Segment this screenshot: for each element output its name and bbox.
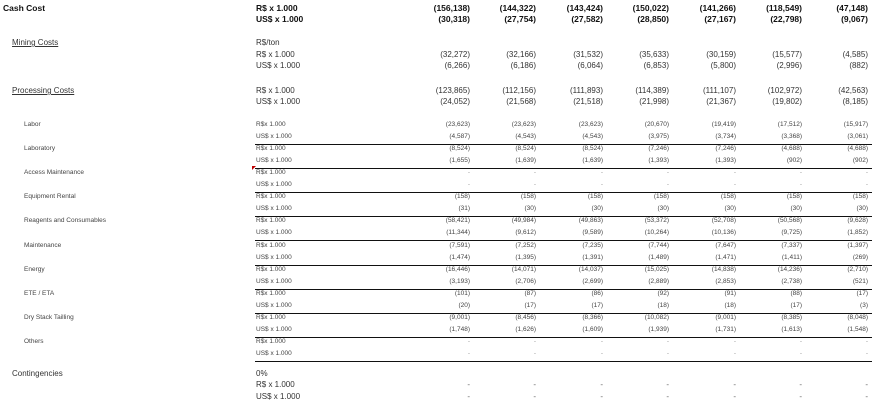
value-cell: (8,185)	[842, 97, 868, 106]
value-cell: (21,998)	[639, 97, 669, 106]
value-cell: -	[865, 337, 868, 345]
value-cell: (17)	[790, 301, 802, 309]
value-cell: (87)	[524, 289, 536, 297]
value-cell: (10,264)	[644, 229, 669, 237]
value-cell: (9,589)	[582, 229, 603, 237]
value-cell: -	[533, 349, 536, 357]
unit-label: R$ x 1.000	[256, 86, 295, 95]
value-cell: -	[600, 380, 603, 389]
detail-row-2	[0, 169, 872, 180]
unit-label: 0%	[256, 369, 268, 378]
processing-usd-row	[0, 97, 872, 108]
value-cell: (21,367)	[706, 97, 736, 106]
value-cell: (9,725)	[781, 229, 802, 237]
processing-costs-row	[0, 86, 872, 97]
value-cell: (15,577)	[772, 50, 802, 59]
value-cell: -	[600, 181, 603, 189]
value-cell: (92)	[657, 289, 669, 297]
value-cell: (42,563)	[838, 86, 868, 95]
value-cell: (1,397)	[847, 241, 868, 249]
cash-cost-usd-row	[0, 14, 872, 25]
value-cell: (1,411)	[781, 253, 802, 261]
value-cell: -	[600, 392, 603, 401]
detail-usd-row-0	[0, 133, 872, 144]
value-cell: (9,001)	[715, 313, 736, 321]
value-cell: (11,344)	[446, 229, 470, 237]
value-cell: (7,647)	[715, 241, 736, 249]
value-cell: (49,984)	[511, 217, 536, 225]
detail-row-2-label: Access Maintenance	[24, 169, 84, 177]
value-cell: -	[467, 380, 470, 389]
value-cell: (2,710)	[847, 265, 868, 273]
value-cell: (10,136)	[711, 229, 736, 237]
value-cell: -	[865, 392, 868, 401]
unit-label: US$ x 1.000	[256, 253, 292, 261]
value-cell: (111,107)	[702, 86, 736, 95]
value-cell: (20)	[458, 301, 470, 309]
mining-costs-row	[0, 38, 872, 49]
value-cell: (8,385)	[781, 313, 802, 321]
unit-label: R$x 1.000	[256, 289, 286, 297]
cash-cost-row	[0, 3, 872, 14]
value-cell: (15,025)	[644, 265, 669, 273]
unit-label: R$x 1.000	[256, 313, 286, 321]
detail-row-5-label: Maintenance	[24, 241, 62, 249]
value-cell: (902)	[786, 157, 802, 165]
value-cell: (114,389)	[635, 86, 669, 95]
value-cell: (19,419)	[711, 121, 736, 128]
unit-label: US$ x 1.000	[256, 14, 304, 24]
value-cell: (30)	[657, 205, 669, 213]
detail-row-4-label: Reagents and Consumables	[24, 217, 107, 225]
value-cell: (28,850)	[637, 14, 669, 24]
processing-costs-row-label: Processing Costs	[12, 86, 75, 95]
value-cell: (8,048)	[847, 313, 868, 321]
value-cell: (3)	[860, 301, 868, 309]
value-cell: (15,917)	[843, 121, 868, 128]
detail-row-3	[0, 193, 872, 204]
value-cell: -	[467, 181, 470, 189]
detail-usd-row-9	[0, 350, 872, 361]
contingencies-brl-row	[0, 380, 872, 391]
unit-label: R$ x 1.000	[256, 50, 295, 59]
value-cell: -	[733, 169, 736, 177]
value-cell: (112,156)	[502, 86, 536, 95]
value-cell: -	[733, 380, 736, 389]
value-cell: (156,138)	[433, 3, 470, 13]
value-cell: (27,754)	[504, 14, 536, 24]
unit-label: US$ x 1.000	[256, 97, 301, 106]
detail-row-8-label: Dry Stack Tailling	[24, 313, 74, 321]
value-cell: (4,587)	[449, 133, 470, 140]
value-cell: (4,585)	[842, 50, 868, 59]
value-cell: (4,688)	[847, 145, 868, 153]
value-cell: (8,524)	[449, 145, 470, 153]
value-cell: (1,639)	[515, 157, 536, 165]
detail-row-4	[0, 217, 872, 228]
value-cell: (52,708)	[711, 217, 736, 225]
value-cell: -	[533, 337, 536, 345]
value-cell: (47,148)	[836, 3, 868, 13]
value-cell: (3,975)	[648, 133, 669, 140]
unit-label: R$x 1.000	[256, 265, 286, 273]
value-cell: (118,549)	[766, 3, 802, 13]
value-cell: -	[865, 181, 868, 189]
unit-label: US$ x 1.000	[256, 205, 292, 213]
value-cell: (158)	[520, 193, 536, 201]
detail-usd-row-8	[0, 326, 872, 337]
value-cell: (53,372)	[644, 217, 669, 225]
value-cell: (9,612)	[515, 229, 536, 237]
value-cell: (158)	[720, 193, 736, 201]
value-cell: (5,800)	[710, 61, 736, 70]
value-cell: -	[533, 380, 536, 389]
value-cell: (158)	[454, 193, 470, 201]
value-cell: (16,446)	[445, 265, 470, 273]
value-cell: -	[733, 181, 736, 189]
unit-label: R$ x 1.000	[256, 3, 298, 13]
value-cell: (141,266)	[699, 3, 736, 13]
detail-usd-row-1	[0, 157, 872, 168]
value-cell: (58,421)	[445, 217, 470, 225]
value-cell: (31,532)	[573, 50, 603, 59]
value-cell: (9,628)	[847, 217, 868, 225]
value-cell: -	[666, 349, 669, 357]
value-cell: (30,318)	[438, 14, 470, 24]
value-cell: (1,474)	[449, 253, 470, 261]
value-cell: (1,609)	[582, 325, 603, 333]
value-cell: (1,393)	[648, 157, 669, 165]
value-cell: (101)	[454, 289, 470, 297]
contingencies-usd-row	[0, 392, 872, 403]
value-cell: (1,548)	[847, 325, 868, 333]
value-cell: -	[467, 349, 470, 357]
value-cell: (27,167)	[704, 14, 736, 24]
unit-label: R$x 1.000	[256, 169, 286, 177]
value-cell: -	[733, 349, 736, 357]
mining-brl-row	[0, 50, 872, 61]
contingencies-row-label: Contingencies	[12, 369, 63, 378]
unit-label: R$ x 1.000	[256, 380, 295, 389]
value-cell: -	[467, 169, 470, 177]
value-cell: (4,543)	[582, 133, 603, 140]
detail-row-1	[0, 145, 872, 156]
unit-label: US$ x 1.000	[256, 301, 292, 309]
value-cell: (1,613)	[781, 325, 802, 333]
value-cell: (18)	[657, 301, 669, 309]
value-cell: (14,037)	[578, 265, 603, 273]
value-cell: (21,518)	[573, 97, 603, 106]
value-cell: -	[666, 169, 669, 177]
unit-label: US$ x 1.000	[256, 229, 292, 237]
detail-row-6-label: Energy	[24, 265, 45, 273]
value-cell: -	[533, 181, 536, 189]
value-cell: -	[799, 392, 802, 401]
value-cell: (158)	[852, 193, 868, 201]
value-cell: (21,568)	[506, 97, 536, 106]
detail-row-7	[0, 290, 872, 301]
value-cell: (24,052)	[440, 97, 470, 106]
value-cell: -	[533, 169, 536, 177]
value-cell: -	[666, 392, 669, 401]
value-cell: (123,865)	[435, 86, 470, 95]
value-cell: (7,591)	[449, 241, 470, 249]
value-cell: (150,022)	[632, 3, 669, 13]
unit-label: US$ x 1.000	[256, 277, 292, 285]
value-cell: (4,688)	[781, 145, 802, 153]
value-cell: (22,798)	[770, 14, 802, 24]
value-cell: (143,424)	[566, 3, 603, 13]
value-cell: (4,543)	[515, 133, 536, 140]
row-divider	[255, 361, 872, 362]
value-cell: (8,456)	[515, 313, 536, 321]
value-cell: (1,655)	[449, 157, 470, 165]
unit-label: R$x 1.000	[256, 217, 286, 225]
comment-indicator-icon	[252, 166, 256, 170]
value-cell: (1,852)	[847, 229, 868, 237]
unit-label: US$ x 1.000	[256, 61, 301, 70]
value-cell: (2,996)	[776, 61, 802, 70]
value-cell: (23,623)	[511, 121, 536, 128]
value-cell: -	[666, 337, 669, 345]
value-cell: -	[467, 392, 470, 401]
detail-usd-row-2	[0, 181, 872, 192]
value-cell: (6,064)	[577, 61, 603, 70]
value-cell: (7,252)	[515, 241, 536, 249]
unit-label: R$x 1.000	[256, 193, 286, 201]
value-cell: (14,236)	[777, 265, 802, 273]
value-cell: -	[733, 392, 736, 401]
value-cell: (14,838)	[711, 265, 736, 273]
value-cell: -	[600, 337, 603, 345]
detail-row-9-label: Others	[24, 337, 44, 345]
value-cell: (91)	[724, 289, 736, 297]
value-cell: (30)	[591, 205, 603, 213]
value-cell: -	[865, 380, 868, 389]
value-cell: (32,166)	[506, 50, 536, 59]
unit-label: US$ x 1.000	[256, 181, 292, 189]
value-cell: (19,802)	[772, 97, 802, 106]
value-cell: (158)	[786, 193, 802, 201]
value-cell: -	[666, 181, 669, 189]
unit-label: US$ x 1.000	[256, 349, 292, 357]
unit-label: R$x 1.000	[256, 145, 286, 153]
value-cell: (10,082)	[644, 313, 669, 321]
value-cell: (1,393)	[715, 157, 736, 165]
value-cell: (2,699)	[582, 277, 603, 285]
unit-label: R$x 1.000	[256, 121, 286, 128]
value-cell: (158)	[653, 193, 669, 201]
value-cell: (32,272)	[440, 50, 470, 59]
detail-usd-row-6	[0, 278, 872, 289]
detail-row-7-label: ETE / ETA	[24, 289, 55, 297]
value-cell: (2,853)	[715, 277, 736, 285]
value-cell: (7,744)	[648, 241, 669, 249]
value-cell: (144,322)	[499, 3, 536, 13]
detail-row-0-label: Labor	[24, 121, 41, 128]
value-cell: (20,670)	[644, 121, 669, 128]
value-cell: (30)	[856, 205, 868, 213]
detail-row-3-label: Equipment Rental	[24, 193, 76, 201]
value-cell: (1,626)	[515, 325, 536, 333]
value-cell: (7,246)	[648, 145, 669, 153]
detail-row-0	[0, 121, 872, 132]
value-cell: (35,633)	[639, 50, 669, 59]
value-cell: (23,623)	[578, 121, 603, 128]
value-cell: (9,067)	[841, 14, 868, 24]
detail-row-9	[0, 338, 872, 349]
value-cell: (17)	[856, 289, 868, 297]
value-cell: (17,512)	[777, 121, 802, 128]
value-cell: (8,524)	[515, 145, 536, 153]
value-cell: -	[733, 337, 736, 345]
value-cell: (49,863)	[578, 217, 603, 225]
detail-row-5	[0, 242, 872, 253]
value-cell: (3,368)	[781, 133, 802, 140]
detail-row-1-label: Laboratory	[24, 145, 56, 153]
value-cell: (30,159)	[706, 50, 736, 59]
value-cell: (17)	[524, 301, 536, 309]
unit-label: US$ x 1.000	[256, 325, 292, 333]
contingencies-row	[0, 369, 872, 380]
value-cell: (902)	[852, 157, 868, 165]
unit-label: R$/ton	[256, 38, 280, 47]
value-cell: (8,524)	[582, 145, 603, 153]
detail-usd-row-7	[0, 302, 872, 313]
value-cell: -	[799, 181, 802, 189]
value-cell: (14,071)	[511, 265, 536, 273]
value-cell: (102,972)	[767, 86, 802, 95]
mining-costs-row-label: Mining Costs	[12, 38, 59, 47]
unit-label: US$ x 1.000	[256, 157, 292, 165]
value-cell: (2,706)	[515, 277, 536, 285]
unit-label: US$ x 1.000	[256, 133, 292, 140]
detail-usd-row-5	[0, 254, 872, 265]
value-cell: -	[865, 169, 868, 177]
value-cell: (3,061)	[847, 133, 868, 140]
value-cell: -	[799, 380, 802, 389]
value-cell: (17)	[591, 301, 603, 309]
value-cell: (3,734)	[715, 133, 736, 140]
unit-label: R$x 1.000	[256, 337, 286, 345]
value-cell: (30)	[524, 205, 536, 213]
value-cell: (2,738)	[781, 277, 802, 285]
value-cell: (521)	[852, 277, 868, 285]
value-cell: (88)	[790, 289, 802, 297]
cash-cost-row-label: Cash Cost	[3, 3, 46, 13]
value-cell: (2,889)	[648, 277, 669, 285]
value-cell: -	[799, 169, 802, 177]
value-cell: (1,391)	[582, 253, 603, 261]
value-cell: (31)	[458, 205, 470, 213]
detail-usd-row-4	[0, 229, 872, 240]
value-cell: (6,266)	[444, 61, 470, 70]
value-cell: (1,748)	[449, 325, 470, 333]
mining-usd-row	[0, 61, 872, 72]
value-cell: -	[799, 337, 802, 345]
value-cell: (1,395)	[515, 253, 536, 261]
value-cell: (50,568)	[777, 217, 802, 225]
value-cell: (30)	[724, 205, 736, 213]
value-cell: -	[600, 349, 603, 357]
value-cell: (18)	[724, 301, 736, 309]
value-cell: (6,186)	[510, 61, 536, 70]
value-cell: (1,489)	[648, 253, 669, 261]
value-cell: (27,582)	[571, 14, 603, 24]
value-cell: -	[600, 169, 603, 177]
value-cell: (23,623)	[445, 121, 470, 128]
unit-label: R$x 1.000	[256, 241, 286, 249]
detail-usd-row-3	[0, 205, 872, 216]
value-cell: (30)	[790, 205, 802, 213]
value-cell: -	[666, 380, 669, 389]
value-cell: (269)	[852, 253, 868, 261]
value-cell: (8,366)	[582, 313, 603, 321]
value-cell: (7,235)	[582, 241, 603, 249]
value-cell: (9,001)	[449, 313, 470, 321]
value-cell: (158)	[587, 193, 603, 201]
value-cell: (882)	[849, 61, 868, 70]
value-cell: (1,471)	[715, 253, 736, 261]
unit-label: US$ x 1.000	[256, 392, 301, 401]
value-cell: (111,893)	[569, 86, 603, 95]
value-cell: (3,193)	[449, 277, 470, 285]
value-cell: (6,853)	[643, 61, 669, 70]
detail-row-8	[0, 314, 872, 325]
value-cell: (1,639)	[582, 157, 603, 165]
value-cell: -	[799, 349, 802, 357]
value-cell: -	[865, 349, 868, 357]
value-cell: -	[533, 392, 536, 401]
detail-row-6	[0, 266, 872, 277]
value-cell: (86)	[591, 289, 603, 297]
value-cell: (7,246)	[715, 145, 736, 153]
value-cell: -	[467, 337, 470, 345]
value-cell: (1,731)	[715, 325, 736, 333]
value-cell: (7,337)	[781, 241, 802, 249]
value-cell: (1,939)	[648, 325, 669, 333]
